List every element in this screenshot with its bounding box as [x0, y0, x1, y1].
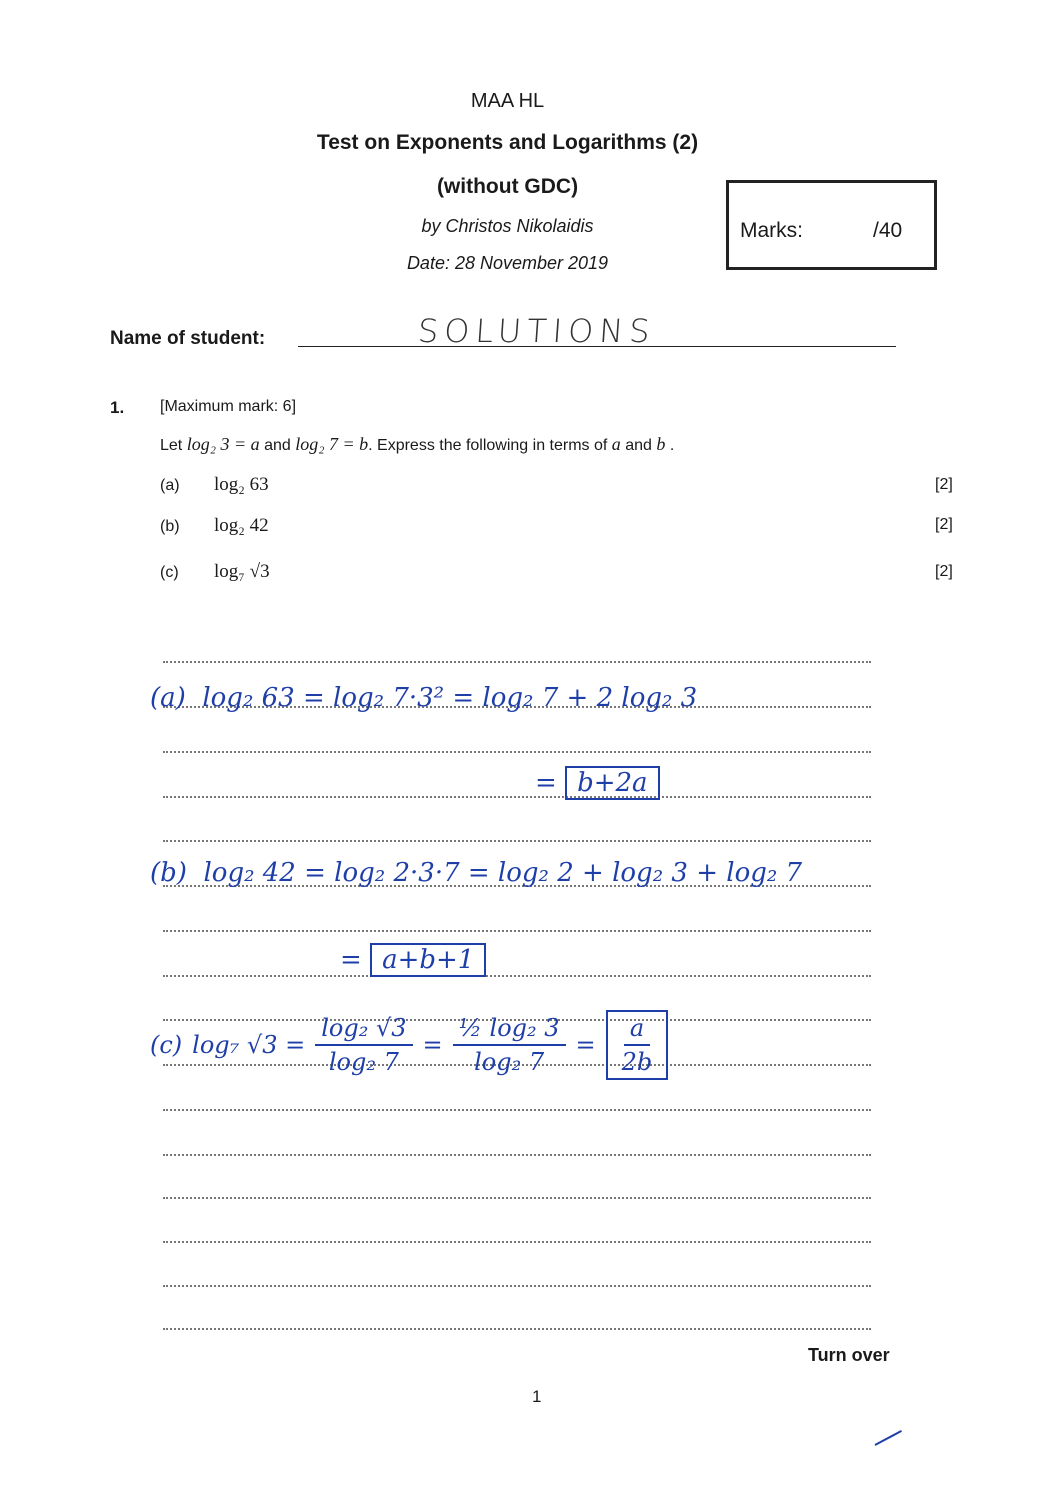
solution-a-label: (a): [150, 683, 186, 713]
answer-line: [163, 1109, 871, 1111]
answer-line: [163, 751, 871, 753]
check-mark-stroke: [875, 1430, 902, 1446]
solution-a-working: log₂ 63 = log₂ 7·3² = log₂ 7 + 2 log₂ 3: [202, 683, 698, 713]
stem-express: . Express the following in terms of: [368, 437, 608, 454]
marks-label: Marks:: [740, 219, 803, 242]
author: by Christos Nikolaidis: [421, 216, 594, 236]
answer-denominator: 2b: [621, 1048, 653, 1076]
solution-b-answer: a+b+1: [370, 943, 486, 977]
solution-c-equals-2: =: [575, 1031, 596, 1059]
answer-line: [163, 796, 871, 798]
course-title: MAA HL: [470, 90, 545, 112]
part-c-label: (c): [160, 564, 179, 581]
test-date: Date: 28 November 2019: [406, 253, 609, 273]
part-b-expression: log₂ 42: [214, 515, 269, 536]
part-a-expression: log₂ 63: [214, 474, 269, 495]
part-a-label: (a): [160, 477, 180, 494]
stem-end: .: [669, 437, 675, 454]
part-c-marks: [2]: [935, 563, 953, 580]
answer-line: [163, 661, 871, 663]
stem-and-1: and: [264, 437, 291, 454]
solution-c-equals-1: =: [422, 1031, 443, 1059]
answer-line: [163, 1197, 871, 1199]
part-a-marks: [2]: [935, 476, 953, 493]
solution-a-equals: =: [535, 768, 557, 798]
fraction-1-denominator: log₂ 7: [328, 1048, 399, 1076]
turn-over-label: Turn over: [808, 1345, 890, 1365]
test-title: Test on Exponents and Logarithms (2): [316, 131, 699, 154]
solution-a-result: [535, 768, 660, 798]
marks-total: /40: [873, 219, 903, 242]
answer-line: [163, 1241, 871, 1243]
question-number: 1.: [110, 398, 125, 417]
stem-var-b: b: [656, 434, 666, 454]
solution-b: [150, 858, 802, 888]
solution-c-lhs: log₇ √3 =: [192, 1031, 306, 1059]
answer-line: [163, 1328, 871, 1330]
student-name-label: Name of student:: [110, 328, 266, 349]
stem-given-1: log₂ 3 = a: [186, 434, 260, 454]
part-c-expression: log₇ √3: [214, 561, 270, 582]
solution-b-working: log₂ 42 = log₂ 2·3·7 = log₂ 2 + log₂ 3 + log₂ 7: [203, 858, 803, 888]
test-subtitle: (without GDC): [436, 175, 579, 198]
solution-c-answer: [606, 1010, 669, 1080]
fraction-2-numerator: ½ log₂ 3: [453, 1014, 566, 1046]
solution-b-label: (b): [150, 858, 187, 888]
fraction-2-denominator: log₂ 7: [474, 1048, 545, 1076]
answer-line: [163, 975, 871, 977]
fraction-1-numerator: log₂ √3: [315, 1014, 412, 1046]
page-number: 1: [532, 1387, 542, 1406]
answer-numerator: a: [624, 1014, 650, 1046]
answer-line: [163, 1154, 871, 1156]
solution-a: [150, 683, 697, 713]
stem-var-a: a: [611, 434, 621, 454]
solution-a-answer: b+2a: [565, 766, 659, 800]
stem-given-2: log₂ 7 = b: [295, 434, 369, 454]
solution-b-equals: =: [340, 945, 362, 975]
solution-c: [150, 1010, 668, 1080]
answer-line: [163, 1285, 871, 1287]
solution-c-fraction-2: [453, 1014, 566, 1076]
solution-b-result: [340, 945, 486, 975]
stem-and-2: and: [625, 437, 652, 454]
question-max-mark: [Maximum mark: 6]: [160, 398, 297, 415]
stem-let: Let: [160, 437, 183, 454]
part-b-label: (b): [160, 518, 180, 535]
answer-line: [163, 840, 871, 842]
solution-c-label: (c): [150, 1031, 183, 1059]
student-name-value: SOLUTIONS: [416, 312, 657, 350]
answer-line: [163, 930, 871, 932]
question-stem: [160, 434, 674, 455]
part-b-marks: [2]: [935, 516, 953, 533]
solution-c-fraction-1: [315, 1014, 412, 1076]
